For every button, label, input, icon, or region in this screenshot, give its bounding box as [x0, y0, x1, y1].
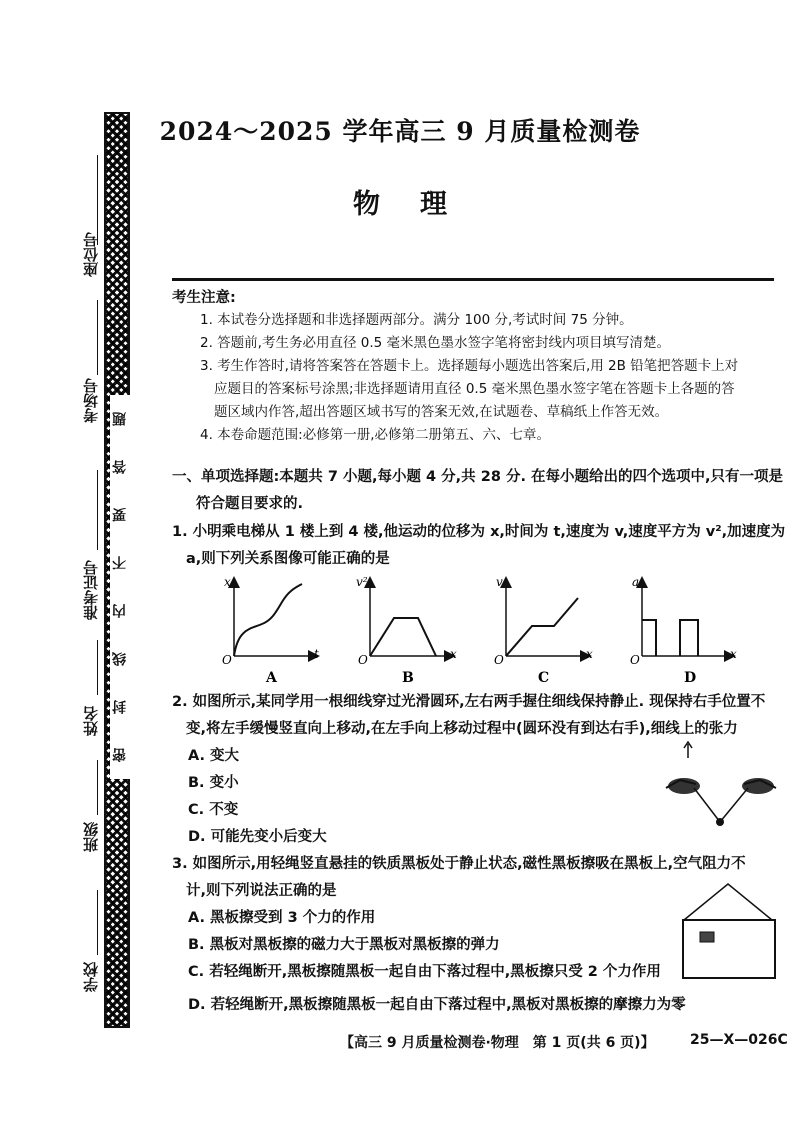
class-label: 班级 — [82, 822, 100, 852]
question-1-text-cont: a,则下列关系图像可能正确的是 — [186, 551, 390, 567]
section-heading-cont: 符合题目要求的. — [196, 496, 304, 512]
footer-page-info: 【高三 9 月质量检测卷·物理 第 1 页(共 6 页)】 — [340, 1035, 655, 1051]
question-2-option: D. 可能先变小后变大 — [188, 829, 327, 845]
question-1-graphs — [210, 574, 750, 689]
seal-char: 不 — [110, 539, 130, 587]
question-1-text: 1. 小明乘电梯从 1 楼上到 4 楼,他运动的位移为 x,时间为 t,速度为 v,速度平方为 v²,加速度为 — [172, 524, 786, 540]
question-3-figure — [680, 882, 780, 982]
question-3-text-cont: 计,则下列说法正确的是 — [186, 883, 337, 899]
question-3-option: C. 若轻绳断开,黑板擦随黑板一起自由下落过程中,黑板擦只受 2 个力作用 — [188, 964, 661, 980]
question-3-text: 3. 如图所示,用轻绳竖直悬挂的铁质黑板处于静止状态,磁性黑板擦吸在黑板上,空气阻力不 — [172, 856, 746, 872]
notice-item: 应题目的答案标号涂黑;非选择题请用直径 0.5 毫米黑色墨水签字笔在答题卡上各题的答 — [214, 381, 735, 397]
seal-char: 内 — [110, 587, 130, 635]
graph-b-origin: O — [358, 653, 368, 667]
footer-code: 25—X—026C — [690, 1032, 788, 1048]
seal-char: 答 — [110, 443, 130, 491]
notice-heading: 考生注意: — [172, 290, 236, 306]
graph-d-label: D — [684, 670, 697, 686]
notice-item: 2. 答题前,考生务必用直径 0.5 毫米黑色墨水签字笔将密封线内项目填写清楚。 — [200, 335, 671, 351]
question-2-option: A. 变大 — [188, 748, 240, 764]
graph-d — [630, 575, 737, 686]
question-3-option: B. 黑板对黑板擦的磁力大于黑板对黑板擦的弹力 — [188, 937, 500, 953]
school-label: 学校 — [82, 962, 100, 992]
notice-item: 1. 本试卷分选择题和非选择题两部分。满分 100 分,考试时间 75 分钟。 — [200, 312, 633, 328]
question-2-text-cont: 变,将左手缓慢竖直向上移动,在左手向上移动过程中(圆环没有到达右手),细线上的张力 — [186, 721, 738, 737]
header-rule — [172, 278, 774, 281]
question-2-figure — [660, 740, 780, 835]
question-2-option: C. 不变 — [188, 802, 239, 818]
seal-char: 要 — [110, 491, 130, 539]
question-3-option: D. 若轻绳断开,黑板擦随黑板一起自由下落过程中,黑板对黑板擦的摩擦力为零 — [188, 997, 686, 1013]
seal-char: 封 — [110, 683, 130, 731]
ticket-line — [97, 470, 98, 550]
notice-item: 4. 本卷命题范围:必修第一册,必修第二册第五、六、七章。 — [200, 427, 551, 443]
question-2-option: B. 变小 — [188, 775, 239, 791]
graph-c-xlabel: x — [586, 647, 593, 661]
graph-b-xlabel: x — [450, 647, 457, 661]
graph-a-ylabel: x — [224, 575, 231, 589]
exam-title: 2024～2025 学年高三 9 月质量检测卷 — [159, 117, 641, 146]
graph-b — [356, 575, 457, 686]
graph-c-label: C — [538, 670, 550, 686]
graph-d-origin: O — [630, 653, 640, 667]
graph-b-label: B — [402, 670, 414, 686]
graph-a-origin: O — [222, 653, 232, 667]
graph-d-ylabel: a — [632, 575, 640, 589]
section-heading: 一、单项选择题:本题共 7 小题,每小题 4 分,共 28 分. 在每小题给出的四个选项中,只有一项是 — [172, 469, 784, 485]
name-label: 姓名 — [82, 706, 100, 736]
seat-number-label: 座位号 — [82, 232, 100, 277]
seal-char: 题 — [110, 395, 130, 443]
graph-a-xlabel: t — [314, 647, 319, 661]
graph-a-label: A — [266, 670, 277, 686]
exam-room-label: 考场号 — [82, 378, 100, 423]
notice-item: 题区域内作答,超出答题区域书写的答案无效,在试题卷、草稿纸上作答无效。 — [214, 404, 669, 420]
graph-c-origin: O — [494, 653, 504, 667]
seal-char: 线 — [110, 635, 130, 683]
graph-c-ylabel: v — [496, 575, 503, 589]
room-line — [97, 300, 98, 375]
graph-d-xlabel: x — [730, 647, 737, 661]
question-2-text: 2. 如图所示,某同学用一根细线穿过光滑圆环,左右两手握住细线保持静止. 现保持右手位置不 — [172, 694, 766, 710]
class-line — [97, 760, 98, 815]
school-line — [97, 890, 98, 955]
graph-c — [494, 575, 593, 686]
graph-b-ylabel: v² — [356, 575, 368, 589]
seal-char: 密 — [110, 731, 130, 779]
name-line — [97, 640, 98, 695]
question-3-option: A. 黑板擦受到 3 个力的作用 — [188, 910, 376, 926]
seal-text — [110, 395, 136, 779]
graph-a — [222, 575, 319, 686]
notice-item: 3. 考生作答时,请将答案答在答题卡上。选择题每小题选出答案后,用 2B 铅笔把答题卡上对 — [200, 358, 739, 374]
admission-number-label: 准考证号 — [82, 560, 100, 620]
subject-title: 物理 — [353, 189, 487, 220]
